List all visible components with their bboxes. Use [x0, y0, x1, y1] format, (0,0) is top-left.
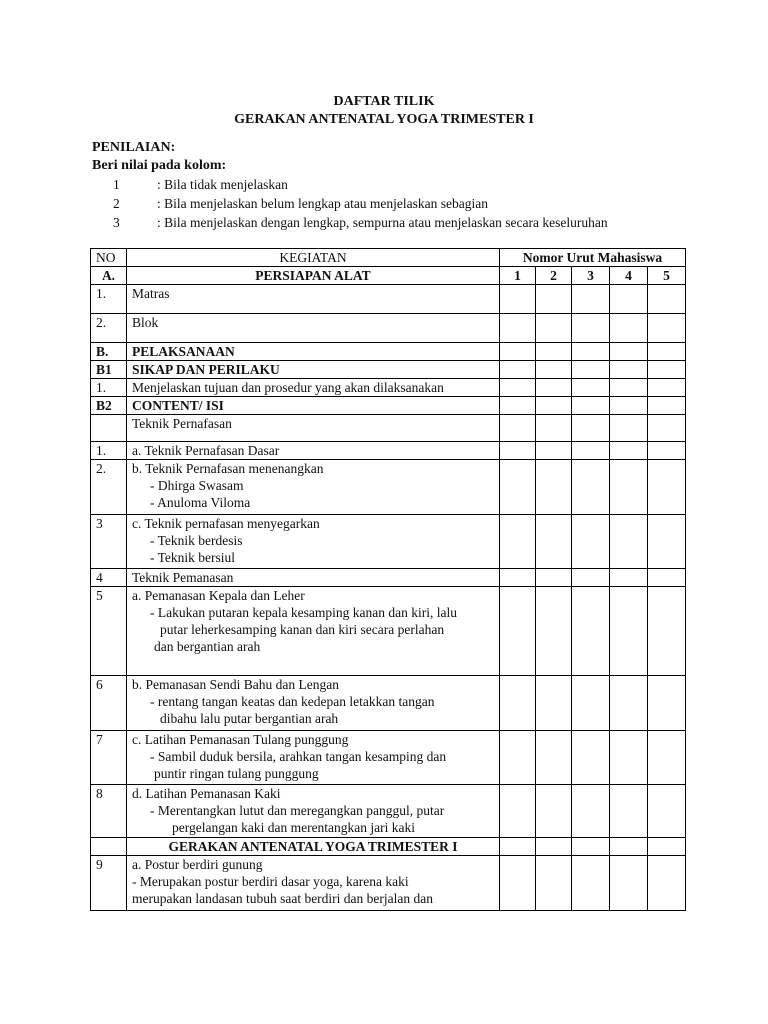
score-cell[interactable] — [610, 314, 648, 343]
row-activity: Menjelaskan tujuan dan prosedur yang akan dilaksanakan — [127, 379, 500, 397]
section-no: B2 — [91, 397, 127, 415]
score-cell[interactable] — [572, 838, 610, 856]
row-number: 7 — [91, 731, 127, 785]
table-header-row — [91, 249, 686, 267]
section-label: CONTENT/ ISI — [127, 397, 500, 415]
student-col-2: 2 — [536, 267, 572, 285]
score-cell[interactable] — [572, 314, 610, 343]
score-cell[interactable] — [572, 442, 610, 460]
score-cell[interactable] — [536, 379, 572, 397]
row-activity — [127, 515, 500, 569]
student-col-1: 1 — [500, 267, 536, 285]
row-activity-detail: - Lakukan putaran kepala kesamping kanan dan kiri, lalu — [150, 605, 458, 620]
row-activity: a. Teknik Pernafasan Dasar — [127, 442, 500, 460]
section-label: GERAKAN ANTENATAL YOGA TRIMESTER I — [127, 838, 500, 856]
score-cell[interactable] — [536, 785, 572, 838]
row-activity — [127, 460, 500, 515]
score-cell[interactable] — [500, 856, 536, 911]
score-cell[interactable] — [572, 569, 610, 587]
score-cell[interactable] — [610, 415, 648, 442]
student-col-4: 4 — [610, 267, 648, 285]
section-label: PERSIAPAN ALAT — [127, 267, 500, 285]
row-activity-detail: putar leherkesamping kanan dan kiri secara perlahan — [160, 622, 445, 637]
row-activity — [127, 587, 500, 676]
score-cell[interactable] — [536, 460, 572, 515]
row-activity — [127, 731, 500, 785]
score-cell[interactable] — [610, 361, 648, 379]
row-activity-title: b. Teknik Pernafasan menenangkan — [132, 461, 324, 476]
section-row-a — [91, 267, 686, 285]
table-row — [91, 415, 686, 442]
score-cell[interactable] — [536, 343, 572, 361]
score-cell[interactable] — [536, 314, 572, 343]
table-row — [91, 569, 686, 587]
score-cell[interactable] — [648, 361, 686, 379]
score-cell[interactable] — [648, 397, 686, 415]
section-label: PELAKSANAAN — [127, 343, 500, 361]
score-cell[interactable] — [648, 838, 686, 856]
table-row — [91, 515, 686, 569]
row-activity-detail: - Sambil duduk bersila, arahkan tangan kesamping dan — [150, 749, 447, 764]
row-number: 2. — [91, 460, 127, 515]
score-cell[interactable] — [648, 285, 686, 314]
row-activity-sub: - Teknik bersiul — [150, 550, 236, 565]
score-cell[interactable] — [648, 731, 686, 785]
table-row — [91, 676, 686, 731]
score-cell[interactable] — [536, 397, 572, 415]
score-cell[interactable] — [500, 460, 536, 515]
score-cell[interactable] — [610, 442, 648, 460]
row-activity: Teknik Pernafasan — [127, 415, 500, 442]
score-cell[interactable] — [610, 731, 648, 785]
row-number: 1. — [91, 442, 127, 460]
row-activity: Blok — [127, 314, 500, 343]
score-cell[interactable] — [500, 569, 536, 587]
score-cell[interactable] — [500, 415, 536, 442]
score-cell[interactable] — [610, 397, 648, 415]
row-number: 1. — [91, 285, 127, 314]
score-cell[interactable] — [500, 587, 536, 676]
row-number: 1. — [91, 379, 127, 397]
row-activity-title: c. Teknik pernafasan menyegarkan — [132, 516, 320, 531]
row-activity — [127, 676, 500, 731]
score-cell[interactable] — [610, 676, 648, 731]
score-cell[interactable] — [648, 415, 686, 442]
criteria-item — [113, 215, 608, 231]
score-cell[interactable] — [536, 856, 572, 911]
score-cell[interactable] — [648, 379, 686, 397]
row-activity-detail: dibahu lalu putar bergantian arah — [160, 711, 339, 726]
criteria-number: 2 — [113, 196, 120, 211]
score-cell[interactable] — [648, 676, 686, 731]
score-cell[interactable] — [536, 415, 572, 442]
table-row — [91, 856, 686, 911]
penilaian-heading: PENILAIAN: — [92, 140, 176, 155]
score-cell[interactable] — [648, 587, 686, 676]
score-cell[interactable] — [536, 285, 572, 314]
row-activity-detail: puntir ringan tulang punggung — [154, 766, 319, 781]
score-cell[interactable] — [536, 676, 572, 731]
row-activity — [127, 785, 500, 838]
row-number: 2. — [91, 314, 127, 343]
row-activity — [127, 856, 500, 911]
table-row — [91, 731, 686, 785]
row-activity-detail: - rentang tangan keatas dan kedepan letakkan tangan — [150, 694, 435, 709]
score-cell[interactable] — [572, 285, 610, 314]
row-number: 5 — [91, 587, 127, 676]
score-cell[interactable] — [572, 785, 610, 838]
row-number: 8 — [91, 785, 127, 838]
score-cell[interactable] — [648, 343, 686, 361]
score-cell[interactable] — [536, 361, 572, 379]
score-cell[interactable] — [648, 856, 686, 911]
score-cell[interactable] — [500, 285, 536, 314]
row-activity-detail: merupakan landasan tubuh saat berdiri dan berjalan dan — [132, 891, 434, 906]
score-cell[interactable] — [500, 343, 536, 361]
score-cell[interactable] — [572, 397, 610, 415]
criteria-item — [113, 177, 288, 193]
section-row-b2 — [91, 397, 686, 415]
document-subtitle: GERAKAN ANTENATAL YOGA TRIMESTER I — [234, 112, 534, 127]
row-number: 3 — [91, 515, 127, 569]
row-activity: Teknik Pemanasan — [127, 569, 500, 587]
score-cell[interactable] — [536, 587, 572, 676]
table-row — [91, 379, 686, 397]
criteria-number: 3 — [113, 215, 120, 230]
score-cell[interactable] — [536, 569, 572, 587]
score-cell[interactable] — [572, 676, 610, 731]
table-row — [91, 785, 686, 838]
score-cell[interactable] — [648, 569, 686, 587]
criteria-number: 1 — [113, 177, 120, 192]
score-cell[interactable] — [610, 838, 648, 856]
student-col-5: 5 — [648, 267, 686, 285]
score-cell[interactable] — [610, 343, 648, 361]
score-cell[interactable] — [610, 285, 648, 314]
row-number: 9 — [91, 856, 127, 911]
score-cell[interactable] — [536, 442, 572, 460]
penilaian-instruction: Beri nilai pada kolom: — [92, 158, 227, 173]
score-cell[interactable] — [500, 361, 536, 379]
row-activity-title: a. Pemanasan Kepala dan Leher — [132, 588, 305, 603]
section-no: B. — [91, 343, 127, 361]
score-cell[interactable] — [648, 314, 686, 343]
table-row — [91, 587, 686, 676]
row-activity-title: b. Pemanasan Sendi Bahu dan Lengan — [132, 677, 339, 692]
criteria-text: : Bila menjelaskan dengan lengkap, sempurna atau menjelaskan secara keseluruhan — [157, 215, 608, 230]
checklist-table — [90, 248, 686, 911]
row-activity-detail: - Merentangkan lutut dan meregangkan panggul, putar — [150, 803, 445, 818]
score-cell[interactable] — [572, 379, 610, 397]
col-header-nomor-urut: Nomor Urut Mahasiswa — [500, 249, 686, 267]
score-cell[interactable] — [500, 785, 536, 838]
row-activity-title: a. Postur berdiri gunung — [132, 857, 263, 872]
row-activity-sub: - Anuloma Viloma — [150, 495, 251, 510]
score-cell[interactable] — [500, 442, 536, 460]
document-title: DAFTAR TILIK — [333, 94, 435, 109]
score-cell[interactable] — [572, 361, 610, 379]
row-activity-detail: pergelangan kaki dan merentangkan jari kaki — [172, 820, 416, 835]
section-row-b1 — [91, 361, 686, 379]
criteria-text: : Bila tidak menjelaskan — [157, 177, 288, 192]
section-no: A. — [91, 267, 127, 285]
section-label: SIKAP DAN PERILAKU — [127, 361, 500, 379]
section-row-yoga — [91, 838, 686, 856]
score-cell[interactable] — [536, 731, 572, 785]
score-cell[interactable] — [610, 515, 648, 569]
row-activity-sub: - Dhirga Swasam — [150, 478, 244, 493]
score-cell[interactable] — [536, 515, 572, 569]
row-activity-detail: dan bergantian arah — [154, 639, 261, 654]
row-activity-title: c. Latihan Pemanasan Tulang punggung — [132, 732, 349, 747]
table-row — [91, 285, 686, 314]
row-activity: Matras — [127, 285, 500, 314]
score-cell[interactable] — [648, 785, 686, 838]
table-row — [91, 442, 686, 460]
score-cell[interactable] — [610, 785, 648, 838]
score-cell[interactable] — [610, 379, 648, 397]
col-header-no: NO — [91, 249, 127, 267]
score-cell[interactable] — [500, 314, 536, 343]
score-cell[interactable] — [500, 731, 536, 785]
section-row-b — [91, 343, 686, 361]
row-number: 4 — [91, 569, 127, 587]
score-cell[interactable] — [572, 731, 610, 785]
row-activity-detail: - Merupakan postur berdiri dasar yoga, karena kaki — [132, 874, 409, 889]
score-cell[interactable] — [500, 397, 536, 415]
score-cell[interactable] — [500, 676, 536, 731]
criteria-item — [113, 196, 488, 212]
score-cell[interactable] — [610, 569, 648, 587]
score-cell[interactable] — [648, 515, 686, 569]
score-cell[interactable] — [648, 460, 686, 515]
score-cell[interactable] — [610, 460, 648, 515]
score-cell[interactable] — [572, 460, 610, 515]
col-header-kegiatan: KEGIATAN — [127, 249, 500, 267]
score-cell[interactable] — [500, 838, 536, 856]
score-cell[interactable] — [572, 415, 610, 442]
row-activity-title: d. Latihan Pemanasan Kaki — [132, 786, 281, 801]
score-cell[interactable] — [536, 838, 572, 856]
score-cell[interactable] — [500, 379, 536, 397]
score-cell[interactable] — [572, 515, 610, 569]
score-cell[interactable] — [572, 587, 610, 676]
score-cell[interactable] — [500, 515, 536, 569]
criteria-text: : Bila menjelaskan belum lengkap atau menjelaskan sebagian — [157, 196, 489, 211]
score-cell[interactable] — [572, 856, 610, 911]
score-cell[interactable] — [572, 343, 610, 361]
score-cell[interactable] — [610, 587, 648, 676]
row-number: 6 — [91, 676, 127, 731]
table-row — [91, 460, 686, 515]
row-activity-sub: - Teknik berdesis — [150, 533, 243, 548]
student-col-3: 3 — [572, 267, 610, 285]
score-cell[interactable] — [610, 856, 648, 911]
section-no: B1 — [91, 361, 127, 379]
table-row — [91, 314, 686, 343]
score-cell[interactable] — [648, 442, 686, 460]
